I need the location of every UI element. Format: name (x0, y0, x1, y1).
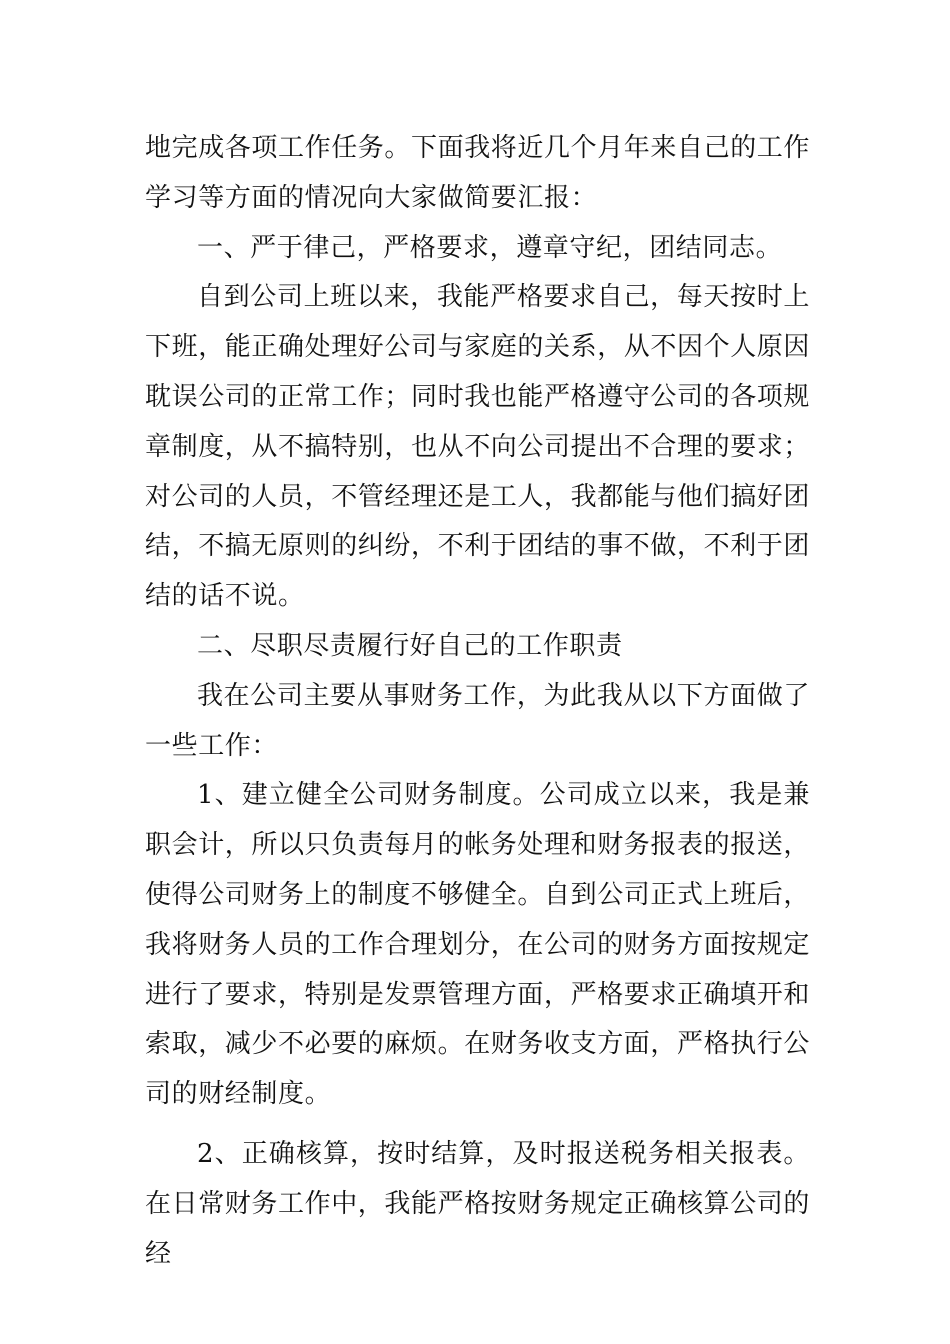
paragraph-5: 我在公司主要从事财务工作，为此我从以下方面做了一些工作： (145, 680, 810, 761)
paragraph-3: 自到公司上班以来，我能严格要求自己，每天按时上下班，能正确处理好公司与家庭的关系，从不因个人原因耽误公司的正常工作；同时我也能严格遵守公司的各项规章制度，从不搞特别，也从不向公司提出不合理的要求；对公司的人员，不管经理还是工人，我都能与他们搞好团结，不搞无原则的纠纷，不利于团结的事不做，不利于团结的话不说。 (145, 282, 811, 612)
paragraph-7: 2、正确核算，按时结算，及时报送税务相关报表。在日常财务工作中，我能严格按财务规定正确核算公司的经 (145, 1138, 811, 1269)
paragraph-4-heading: 二、尽职尽责履行好自己的工作职责 (197, 630, 623, 661)
document-body (145, 124, 810, 1279)
paragraph-1: 地完成各项工作任务。下面我将近几个月年来自己的工作学习等方面的情况向大家做简要汇报： (145, 133, 811, 213)
paragraph-2-heading: 一、严于律己，严格要求，遵章守纪，团结同志。 (197, 232, 783, 263)
paragraph-6: 1、建立健全公司财务制度。公司成立以来，我是兼职会计，所以只负责每月的帐务处理和财务报表的报送，使得公司财务上的制度不够健全。自到公司正式上班后，我将财务人员的工作合理划分，在公司的财务方面按规定进行了要求，特别是发票管理方面，严格要求正确填开和索取，减少不必要的麻烦。在财务收支方面，严格执行公司的财经制度。 (145, 780, 811, 1110)
